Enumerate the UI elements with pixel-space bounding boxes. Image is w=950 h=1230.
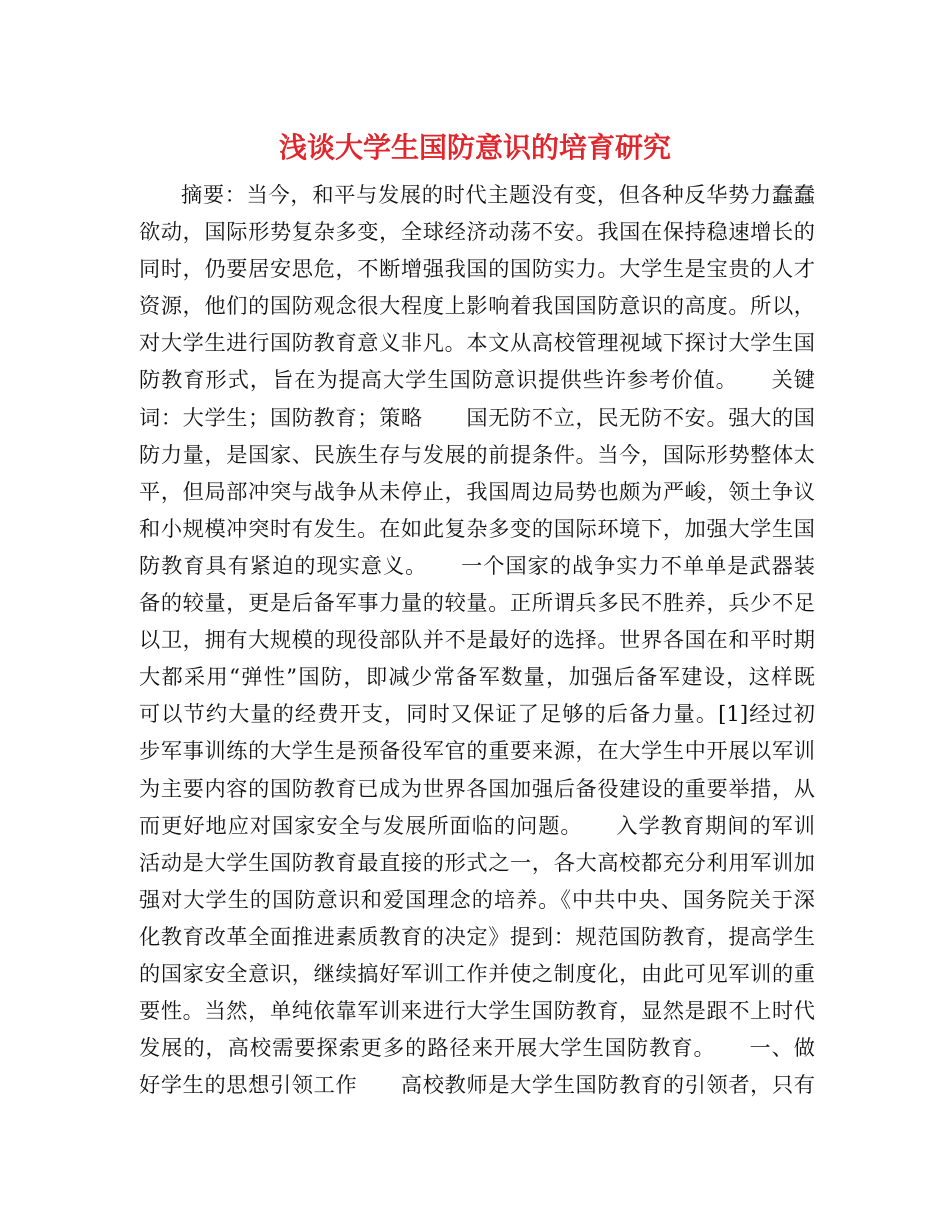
body-text-line: 备的较量，更是后备军事力量的较量。正所谓兵多民不胜养，兵少不足: [139, 590, 815, 616]
body-text-line: 对大学生进行国防教育意义非凡。本文从高校管理视域下探讨大学生国: [139, 330, 815, 356]
body-text-line: 防教育形式，旨在为提高大学生国防意识提供些许参考价值。 关键: [139, 367, 815, 393]
body-text-line: 摘要：当今，和平与发展的时代主题没有变，但各种反华势力蠢蠢: [181, 182, 815, 207]
body-text-line: 平，但局部冲突与战争从未停止，我国周边局势也颇为严峻，领土争议: [139, 478, 815, 504]
body-text-line: 欲动，国际形势复杂多变，全球经济动荡不安。我国在保持稳速增长的: [139, 219, 815, 245]
body-text-line: 为主要内容的国防教育已成为世界各国加强后备役建设的重要举措，从: [139, 775, 815, 801]
body-text-line: 强对大学生的国防意识和爱国理念的培养。《中共中央、国务院关于深: [139, 886, 815, 912]
document-body: [139, 176, 815, 1103]
body-text-line: 化教育改革全面推进素质教育的决定》提到：规范国防教育，提高学生: [139, 923, 815, 949]
body-text-line: 发展的，高校需要探索更多的路径来开展大学生国防教育。 一、做: [139, 1035, 815, 1061]
body-text-line: 防力量，是国家、民族生存与发展的前提条件。当今，国际形势整体太: [139, 441, 815, 467]
body-text-line: 资源，他们的国防观念很大程度上影响着我国国防意识的高度。所以，: [139, 293, 815, 319]
body-text-line: 防教育具有紧迫的现实意义。 一个国家的战争实力不单单是武器装: [139, 552, 815, 578]
body-text-line: 和小规模冲突时有发生。在如此复杂多变的国际环境下，加强大学生国: [139, 515, 815, 541]
document-title: 浅谈大学生国防意识的培育研究: [278, 131, 671, 164]
body-text-line: 活动是大学生国防教育最直接的形式之一，各大高校都充分利用军训加: [139, 849, 815, 875]
body-text-line: 词：大学生；国防教育；策略 国无防不立，民无防不安。强大的国: [139, 404, 815, 430]
body-text-line: 好学生的思想引领工作 高校教师是大学生国防教育的引领者，只有: [139, 1072, 815, 1098]
body-text-line: 以卫，拥有大规模的现役部队并不是最好的选择。世界各国在和平时期: [139, 627, 815, 653]
body-text-line: 的国家安全意识，继续搞好军训工作并使之制度化，由此可见军训的重: [139, 960, 815, 986]
body-text-line: 可以节约大量的经费开支，同时又保证了足够的后备力量。[1]经过初: [139, 701, 815, 727]
body-text-line: 同时，仍要居安思危，不断增强我国的国防实力。大学生是宝贵的人才: [139, 256, 815, 282]
body-text-line: 大都采用“弹性”国防，即减少常备军数量，加强后备军建设，这样既: [139, 664, 815, 690]
body-text-line: 要性。当然，单纯依靠军训来进行大学生国防教育，显然是跟不上时代: [139, 998, 815, 1024]
body-text-line: 而更好地应对国家安全与发展所面临的问题。 入学教育期间的军训: [139, 812, 815, 838]
body-text-line: 步军事训练的大学生是预备役军官的重要来源，在大学生中开展以军训: [139, 738, 815, 764]
